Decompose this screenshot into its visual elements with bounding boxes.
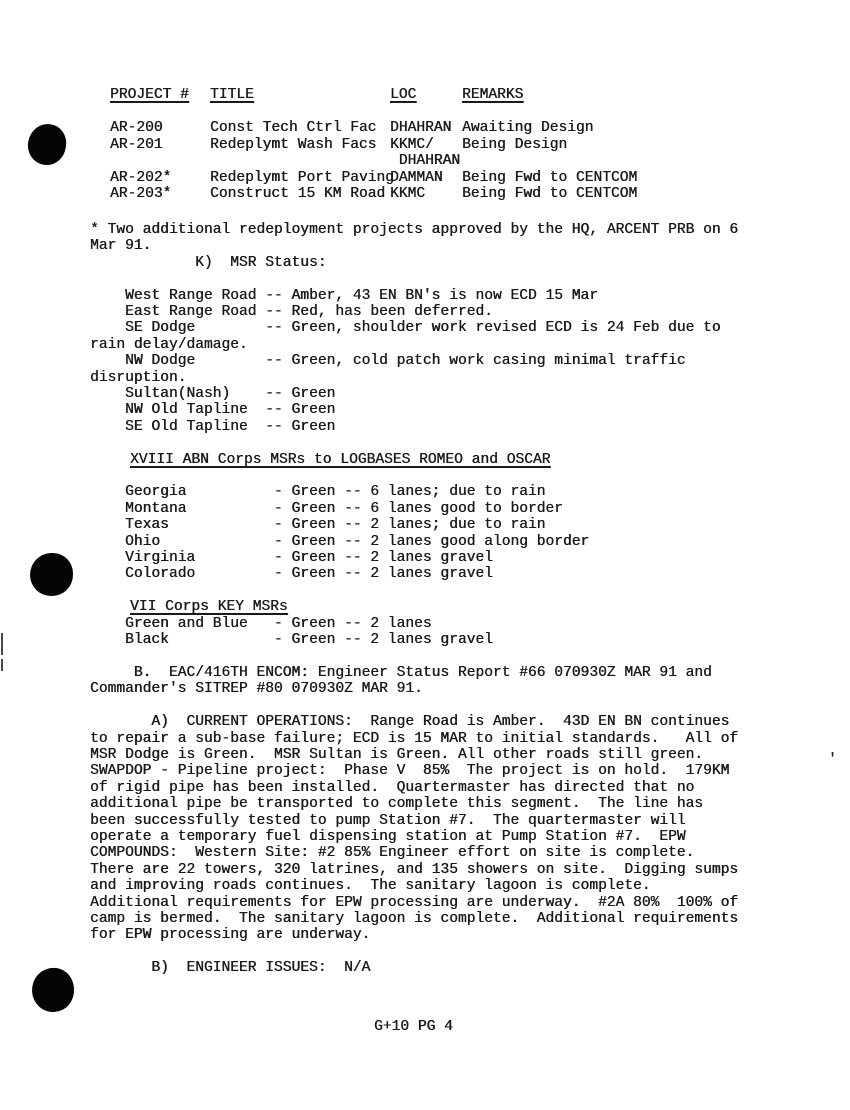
text-line: of rigid pipe has been installed. Quartermaster has directed that no <box>90 779 695 796</box>
text-line: Virginia - Green -- 2 lanes gravel <box>90 550 493 567</box>
cell-title: Redeplymt Wash Facs <box>210 136 377 153</box>
text-line: A) CURRENT OPERATIONS: Range Road is Amber. 43D EN BN continues <box>90 714 730 731</box>
text-line <box>90 468 780 484</box>
scan-edge-mark <box>1 659 3 671</box>
text-line: Sultan(Nash) -- Green <box>90 386 336 403</box>
text-line: camp is bermed. The sanitary lagoon is complete. Additional requirements <box>90 910 739 927</box>
cell-loc: DHAHRAN <box>390 120 452 137</box>
text-line: Montana - Green -- 6 lanes good to border <box>90 500 563 517</box>
text-line <box>90 435 780 451</box>
cell-loc: DHAHRAN <box>390 153 461 170</box>
cell-loc: KKMC/ <box>390 136 434 153</box>
cell-loc: DAMMAN <box>390 169 443 186</box>
col-header-project: PROJECT # <box>110 87 189 103</box>
text-line: and improving roads continues. The sanitary lagoon is complete. <box>90 878 651 895</box>
text-line: Green and Blue - Green -- 2 lanes <box>90 615 432 632</box>
cell-project: AR-200 <box>110 120 163 137</box>
cell-project: AR-202* <box>110 169 172 186</box>
text-line <box>90 583 780 599</box>
table-row-continuation <box>110 153 810 169</box>
text-line: There are 22 towers, 320 latrines, and 135 showers on site. Digging sumps <box>90 861 739 878</box>
cell-remarks: Awaiting Design <box>462 120 594 137</box>
text-line <box>90 271 780 287</box>
cell-loc: KKMC <box>390 186 426 203</box>
text-line: SE Dodge -- Green, shoulder work revised ECD is 24 Feb due to <box>90 320 721 337</box>
table-row <box>110 137 810 153</box>
cell-remarks: Being Fwd to CENTCOM <box>462 169 638 186</box>
table-row <box>110 170 810 186</box>
text-line: East Range Road -- Red, has been deferred. <box>90 304 493 321</box>
cell-title: Construct 15 KM Road <box>210 186 386 203</box>
section-heading-line <box>90 452 780 468</box>
scan-edge-mark <box>1 633 3 655</box>
text-line: Black - Green -- 2 lanes gravel <box>90 632 493 649</box>
table-header-row <box>110 87 810 103</box>
text-line: SWAPDOP - Pipeline project: Phase V 85% The project is on hold. 179KM <box>90 763 730 780</box>
text-line: been successfully tested to pump Station #7. The quartermaster will <box>90 812 686 829</box>
text-line: Commander's SITREP #80 070930Z MAR 91. <box>90 681 423 698</box>
cell-remarks: Being Fwd to CENTCOM <box>462 186 638 203</box>
text-line <box>90 944 780 960</box>
punch-hole-bottom <box>31 967 76 1014</box>
text-line: rain delay/damage. <box>90 336 248 353</box>
col-header-loc: LOC <box>390 87 417 103</box>
section-heading: XVIII ABN Corps MSRs to LOGBASES ROMEO and OSCAR <box>130 451 551 468</box>
text-line <box>90 698 780 714</box>
table-row <box>110 186 810 202</box>
text-line: to repair a sub-base failure; ECD is 15 MAR to initial standards. All of <box>90 730 739 747</box>
text-line: B) ENGINEER ISSUES: N/A <box>90 960 371 977</box>
table-body <box>110 120 810 202</box>
text-line: Georgia - Green -- 6 lanes; due to rain <box>90 484 546 501</box>
stray-ink-mark: ' <box>828 752 837 768</box>
text-line: NW Old Tapline -- Green <box>90 402 336 419</box>
project-table <box>110 87 810 202</box>
document-body <box>90 222 780 977</box>
cell-project: AR-203* <box>110 186 172 203</box>
punch-hole-top <box>25 122 68 168</box>
text-line: MSR Dodge is Green. MSR Sultan is Green. All other roads still green. <box>90 746 704 763</box>
text-line: for EPW processing are underway. <box>90 927 371 944</box>
table-row <box>110 120 810 136</box>
text-line: Texas - Green -- 2 lanes; due to rain <box>90 517 546 534</box>
cell-title: Redeplymt Port Paving <box>210 169 394 186</box>
section-heading-line <box>90 599 780 615</box>
cell-project: AR-201 <box>110 136 163 153</box>
text-line: Additional requirements for EPW processing are underway. #2A 80% 100% of <box>90 894 739 911</box>
page-number-footer: G+10 PG 4 <box>374 1019 453 1035</box>
text-line: Mar 91. <box>90 238 152 255</box>
text-line: operate a temporary fuel dispensing station at Pump Station #7. EPW <box>90 828 686 845</box>
text-line: West Range Road -- Amber, 43 EN BN's is now ECD 15 Mar <box>90 287 598 304</box>
punch-hole-middle <box>30 553 73 596</box>
text-line: B. EAC/416TH ENCOM: Engineer Status Report #66 070930Z MAR 91 and <box>90 664 712 681</box>
text-line: COMPOUNDS: Western Site: #2 85% Engineer effort on site is complete. <box>90 845 695 862</box>
text-line: SE Old Tapline -- Green <box>90 418 336 435</box>
cell-title: Const Tech Ctrl Fac <box>210 120 377 137</box>
text-line: K) MSR Status: <box>90 254 327 271</box>
text-line: additional pipe be transported to complete this segment. The line has <box>90 796 704 813</box>
text-line <box>90 649 780 665</box>
text-line: Colorado - Green -- 2 lanes gravel <box>90 566 493 583</box>
text-line: NW Dodge -- Green, cold patch work casing minimal traffic <box>90 353 686 370</box>
text-line: disruption. <box>90 369 187 386</box>
cell-remarks: Being Design <box>462 136 568 153</box>
section-heading: VII Corps KEY MSRs <box>130 599 288 616</box>
text-line: Ohio - Green -- 2 lanes good along border <box>90 533 590 550</box>
col-header-title: TITLE <box>210 87 254 103</box>
col-header-remarks: REMARKS <box>462 87 524 103</box>
text-line: * Two additional redeployment projects approved by the HQ, ARCENT PRB on 6 <box>90 222 739 238</box>
